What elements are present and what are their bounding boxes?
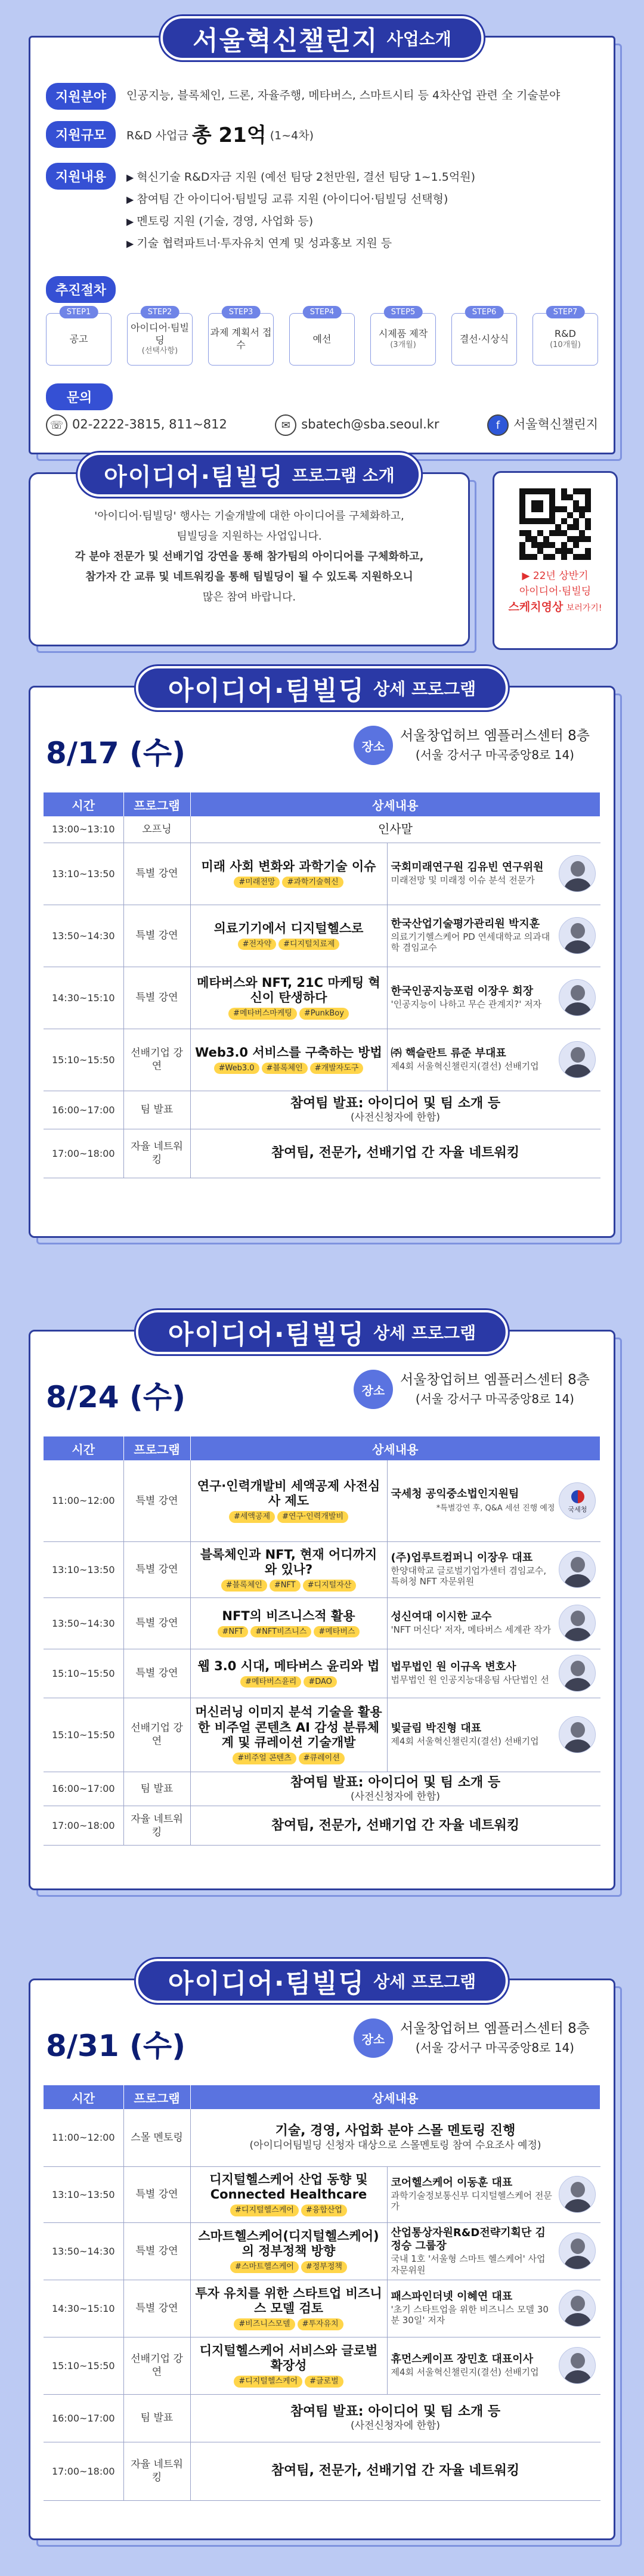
step-sub: (3개월) bbox=[390, 340, 416, 349]
qr-caption: ▶ 22년 상반기 아이디어·팀빌딩 스케치영상 보러가기! bbox=[508, 570, 602, 614]
row-time: 13:50~14:30 bbox=[44, 1597, 123, 1649]
row-program: 오프닝 bbox=[123, 816, 190, 843]
row-time: 11:00~12:00 bbox=[44, 1460, 123, 1541]
row-program: 팀 발표 bbox=[123, 1772, 190, 1806]
support-field-tag: 지원분야 bbox=[46, 83, 116, 110]
schedule-title: 아이디어·팀빌딩 상세 프로그램 bbox=[136, 1959, 508, 2003]
speaker-photo bbox=[559, 1605, 596, 1642]
business-intro-panel bbox=[29, 26, 615, 454]
schedule-day1 bbox=[29, 676, 615, 1238]
hashtag: #블록체인 bbox=[221, 1580, 267, 1592]
row-time: 13:00~13:10 bbox=[44, 816, 123, 843]
row-time: 13:10~13:50 bbox=[44, 843, 123, 905]
topic-tags bbox=[194, 1511, 383, 1523]
row-detail: 인사말 bbox=[190, 816, 600, 843]
hashtag: #투자유치 bbox=[298, 2318, 343, 2330]
speaker-name: 휴먼스케이프 장민호 대표이사 bbox=[391, 2353, 534, 2366]
step-text: R&D bbox=[555, 328, 576, 340]
table-row bbox=[44, 1698, 600, 1772]
lecture-topic: NFT의 비즈니스적 활용 #NFT #NFT비즈니스 #메타버스 bbox=[190, 1597, 387, 1649]
support-scale-row: 지원규모 R&D 사업금 총 21억 (1~4차) bbox=[46, 121, 598, 150]
row-time: 16:00~17:00 bbox=[44, 1772, 123, 1806]
lecture-topic: 웹 3.0 시대, 메타버스 윤리와 법 #메타버스윤리 #DAO bbox=[190, 1649, 387, 1698]
facebook-icon: f bbox=[487, 414, 509, 436]
hashtag: #PunkBoy bbox=[299, 1008, 349, 1020]
hashtag: #디지털헬스케어 bbox=[234, 2376, 302, 2388]
schedule-day2 bbox=[29, 1320, 615, 1890]
step-label: STEP5 bbox=[384, 306, 423, 318]
schedule-day3 bbox=[29, 1968, 615, 2540]
process-step bbox=[451, 306, 517, 366]
row-time: 17:00~18:00 bbox=[44, 1806, 123, 1846]
topic-tags bbox=[194, 1626, 383, 1638]
speaker-info bbox=[387, 1541, 600, 1597]
hashtag: #Web3.0 bbox=[214, 1063, 259, 1075]
row-detail: 참여팀 발표: 아이디어 및 팀 소개 등 (사전신청자에 한함) bbox=[190, 1091, 600, 1129]
process-step bbox=[289, 306, 355, 366]
topic-tags bbox=[194, 2261, 383, 2273]
step-label: STEP4 bbox=[303, 306, 342, 318]
qr-code-icon[interactable] bbox=[519, 488, 591, 560]
row-program: 자율 네트워킹 bbox=[123, 2442, 190, 2500]
hashtag: #세액공제 bbox=[229, 1511, 275, 1523]
table-row bbox=[44, 2337, 600, 2394]
topic-tags bbox=[194, 2318, 383, 2330]
row-program: 특별 강연 bbox=[123, 2222, 190, 2280]
topic-tags bbox=[194, 1063, 383, 1075]
row-program: 선배기업 강연 bbox=[123, 2337, 190, 2394]
topic-tags bbox=[194, 877, 383, 888]
row-detail: 참여팀, 전문가, 선배기업 간 자율 네트워킹 bbox=[190, 1129, 600, 1178]
speaker-info bbox=[387, 843, 600, 905]
step-text: 공고 bbox=[69, 333, 88, 345]
process-row bbox=[46, 276, 598, 303]
row-detail: 참여팀 발표: 아이디어 및 팀 소개 등 (사전신청자에 한함) bbox=[190, 2394, 600, 2442]
speaker-desc: 제4회 서울혁신챌린지(결선) 선배기업 bbox=[391, 2366, 539, 2377]
row-program: 선배기업 강연 bbox=[123, 1698, 190, 1772]
business-intro-title: 서울혁신챌린지 사업소개 bbox=[160, 16, 484, 60]
schedule-title: 아이디어·팀빌딩 상세 프로그램 bbox=[136, 1310, 508, 1354]
qr-card[interactable] bbox=[493, 471, 618, 650]
row-time: 15:10~15:50 bbox=[44, 1698, 123, 1772]
speaker-photo bbox=[559, 917, 596, 954]
row-program: 팀 발표 bbox=[123, 1091, 190, 1129]
row-time: 17:00~18:00 bbox=[44, 2442, 123, 2500]
table-row bbox=[44, 1129, 600, 1178]
support-content-tag: 지원내용 bbox=[46, 163, 116, 190]
row-detail: 참여팀 발표: 아이디어 및 팀 소개 등 (사전신청자에 한함) bbox=[190, 1772, 600, 1806]
support-list bbox=[126, 163, 475, 255]
lecture-topic: 디지털헬스케어 서비스와 글로벌 확장성 #디지털헬스케어 #글로벌 bbox=[190, 2337, 387, 2394]
venue-tag: 장소 bbox=[354, 1370, 393, 1409]
speaker-photo bbox=[559, 1041, 596, 1078]
step-text: 시제품 제작 bbox=[378, 328, 428, 340]
speaker-info bbox=[387, 1029, 600, 1091]
hashtag: #개발자도구 bbox=[310, 1063, 364, 1075]
support-item: ▶ 혁신기술 R&D자금 지원 (예선 팀당 2천만원, 결선 팀당 1~1.5억원) bbox=[126, 166, 475, 188]
row-time: 14:30~15:10 bbox=[44, 967, 123, 1029]
support-item: ▶ 참여팀 간 아이디어·팀빌딩 교류 지원 (아이디어·팀빌딩 선택형) bbox=[126, 188, 475, 210]
col-time: 시간 bbox=[44, 1436, 123, 1460]
hashtag: #비주얼 콘텐츠 bbox=[233, 1753, 296, 1764]
venue-info: 장소 서울창업허브 엠플러스센터 8층 (서울 강서구 마곡중앙8로 14) bbox=[354, 2018, 590, 2058]
hashtag: #정부정책 bbox=[301, 2261, 347, 2273]
table-row bbox=[44, 1597, 600, 1649]
program-intro-panel bbox=[29, 463, 470, 646]
speaker-info bbox=[387, 1649, 600, 1698]
step-sub: (10개월) bbox=[550, 340, 581, 349]
lecture-topic: 연구·인력개발비 세액공제 사전심사 제도 #세액공제 #연구·인력개발비 bbox=[190, 1460, 387, 1541]
venue-info: 장소 서울창업허브 엠플러스센터 8층 (서울 강서구 마곡중앙8로 14) bbox=[354, 1370, 590, 1409]
lecture-topic: 투자 유치를 위한 스타트업 비즈니스 모델 검토 #비즈니스모델 #투자유치 bbox=[190, 2280, 387, 2337]
row-program: 자율 네트워킹 bbox=[123, 1129, 190, 1178]
venue-info: 장소 서울창업허브 엠플러스센터 8층 (서울 강서구 마곡중앙8로 14) bbox=[354, 726, 590, 765]
row-time: 13:50~14:30 bbox=[44, 2222, 123, 2280]
speaker-photo bbox=[559, 1655, 596, 1692]
table-row bbox=[44, 2394, 600, 2442]
lecture-topic: 미래 사회 변화와 과학기술 이슈 #미래전망 #과학기술혁신 bbox=[190, 843, 387, 905]
row-time: 13:10~13:50 bbox=[44, 1541, 123, 1597]
speaker-info bbox=[387, 2337, 600, 2394]
process-step bbox=[127, 306, 193, 366]
step-label: STEP3 bbox=[222, 306, 261, 318]
speaker-name: 코어헬스케어 이동훈 대표 bbox=[391, 2176, 513, 2189]
speaker-desc: '인공지능이 나하고 무슨 관계지?' 저자 bbox=[391, 998, 542, 1010]
row-time: 15:10~15:50 bbox=[44, 2337, 123, 2394]
hashtag: #NFT비즈니스 bbox=[250, 1626, 311, 1638]
table-row bbox=[44, 1029, 600, 1091]
topic-tags bbox=[194, 1008, 383, 1020]
speaker-info bbox=[387, 2166, 600, 2222]
process-step bbox=[370, 306, 436, 366]
row-program: 특별 강연 bbox=[123, 2166, 190, 2222]
speaker-photo bbox=[559, 1551, 596, 1588]
hashtag: #스마트헬스케어 bbox=[230, 2261, 299, 2273]
schedule-date: 8/31 (수) bbox=[46, 2029, 186, 2063]
col-program: 프로그램 bbox=[123, 792, 190, 816]
row-program: 특별 강연 bbox=[123, 967, 190, 1029]
table-row bbox=[44, 1460, 600, 1541]
speaker-name: 국세청 공익중소법인지원팀 bbox=[391, 1488, 519, 1501]
table-row bbox=[44, 2166, 600, 2222]
hashtag: #디지털헬스케어 bbox=[230, 2205, 299, 2216]
hashtag: #융합산업 bbox=[301, 2205, 347, 2216]
program-intro-title: 아이디어·팀빌딩 프로그램 소개 bbox=[78, 453, 421, 497]
contact-tag: 문의 bbox=[46, 383, 113, 410]
row-program: 특별 강연 bbox=[123, 1460, 190, 1541]
row-detail: 기술, 경영, 사업화 분야 스몰 멘토링 진행 (아이디어팀빌딩 신청자 대상으로 스몰멘토링 참여 수요조사 예정) bbox=[190, 2109, 600, 2166]
lecture-topic: Web3.0 서비스를 구축하는 방법 #Web3.0 #블록체인 #개발자도구 bbox=[190, 1029, 387, 1091]
step-text: 아이디어·팀빌딩 bbox=[131, 321, 189, 346]
venue-tag: 장소 bbox=[354, 726, 393, 765]
row-program: 스몰 멘토링 bbox=[123, 2109, 190, 2166]
speaker-photo bbox=[559, 979, 596, 1016]
hashtag: #전자약 bbox=[238, 939, 277, 950]
speaker-desc: 제4회 서울혁신챌린지(결선) 선배기업 bbox=[391, 1735, 539, 1747]
hashtag: #메타버스 bbox=[314, 1626, 360, 1638]
speaker-desc: 법무법인 원 인공지능대응팀 사단법인 선 bbox=[391, 1674, 549, 1685]
row-time: 15:10~15:50 bbox=[44, 1029, 123, 1091]
hashtag: #블록체인 bbox=[262, 1063, 308, 1075]
speaker-desc: 국내 1호 '서울형 스마트 헬스케어' 사업 자문위원 bbox=[391, 2253, 546, 2275]
topic-tags bbox=[194, 2376, 383, 2388]
lecture-topic: 머신러닝 이미지 분석 기술을 활용한 비주얼 콘텐츠 AI 감성 분류체계 및 큐레이션 기술개발 #비주얼 콘텐츠 #큐레이션 bbox=[190, 1698, 387, 1772]
schedule-table bbox=[44, 2085, 600, 2501]
speaker-photo bbox=[559, 855, 596, 892]
speaker-photo bbox=[559, 2233, 596, 2270]
topic-tags bbox=[194, 939, 383, 950]
row-program: 특별 강연 bbox=[123, 2280, 190, 2337]
topic-tags bbox=[194, 2205, 383, 2216]
col-detail: 상세내용 bbox=[190, 2085, 600, 2109]
topic-tags bbox=[194, 1676, 383, 1688]
speaker-name: 패스파인더넷 이혜연 대표 bbox=[391, 2290, 513, 2303]
lecture-topic: 메타버스와 NFT, 21C 마케팅 혁신이 탄생하다 #메타버스마케팅 #PunkBoy bbox=[190, 967, 387, 1029]
row-program: 특별 강연 bbox=[123, 1649, 190, 1698]
speaker-desc: 의료기기헬스케어 PD 연세대학교 의과대학 겸임교수 bbox=[391, 931, 550, 953]
speaker-name: 한국인공지능포럼 이장우 회장 bbox=[391, 985, 534, 998]
table-row bbox=[44, 2222, 600, 2280]
process-step bbox=[532, 306, 598, 366]
speaker-info bbox=[387, 1698, 600, 1772]
row-time: 16:00~17:00 bbox=[44, 1091, 123, 1129]
col-detail: 상세내용 bbox=[190, 1436, 600, 1460]
support-scale-tag: 지원규모 bbox=[46, 121, 116, 148]
row-detail: 참여팀, 전문가, 선배기업 간 자율 네트워킹 bbox=[190, 2442, 600, 2500]
program-intro-text: '아이디어·팀빌딩' 행사는 기술개발에 대한 아이디어를 구체화하고, 팀빌딩을 지원하는 사업입니다. 각 분야 전문가 및 선배기업 강연을 통해 참가팀의 아이디어를 구체화하고, 참가자 간 교류 및 네트워킹을 통해 팀빌딩이 될 수 있도록 지원하오니 많은 참여 바랍니다. bbox=[75, 510, 424, 603]
total-budget: 총 21억 bbox=[191, 123, 267, 147]
support-content-row bbox=[46, 163, 598, 255]
hashtag: #글로벌 bbox=[305, 2376, 343, 2388]
hashtag: #과학기술혁신 bbox=[282, 877, 343, 888]
step-sub: (선택사항) bbox=[141, 346, 178, 356]
speaker-name: (주)업루트컴퍼니 이장우 대표 bbox=[391, 1552, 533, 1564]
speaker-photo bbox=[559, 2176, 596, 2213]
email-address[interactable]: sbatech@sba.seoul.kr bbox=[301, 417, 439, 432]
speaker-info bbox=[387, 905, 600, 967]
hashtag: #큐레이션 bbox=[299, 1753, 345, 1764]
speaker-name: 빛글림 박진형 대표 bbox=[391, 1722, 482, 1735]
speaker-desc: 과학기술정보통신부 디지털헬스케어 전문가 bbox=[391, 2190, 552, 2212]
support-item: ▶ 멘토링 지원 (기술, 경영, 사업화 등) bbox=[126, 210, 475, 233]
schedule-date: 8/24 (수) bbox=[46, 1380, 186, 1414]
speaker-desc: '초기 스타트업을 위한 비즈니스 모델 30분 30일' 저자 bbox=[391, 2303, 549, 2326]
lecture-topic: 블록체인과 NFT, 현재 어디까지 와 있나? #블록체인 #NFT #디지털자산 bbox=[190, 1541, 387, 1597]
table-row bbox=[44, 905, 600, 967]
hashtag: #메타버스윤리 bbox=[240, 1676, 301, 1688]
topic-tags bbox=[194, 1753, 383, 1764]
schedule-date: 8/17 (수) bbox=[46, 736, 186, 770]
topic-tags bbox=[194, 1580, 383, 1592]
table-row bbox=[44, 1091, 600, 1129]
step-text: 과제 계획서 접수 bbox=[210, 327, 272, 351]
hashtag: #NFT bbox=[218, 1626, 249, 1638]
support-field-row bbox=[46, 83, 598, 110]
step-text: 결선·시상식 bbox=[459, 333, 509, 345]
speaker-photo bbox=[559, 2290, 596, 2327]
row-time: 13:10~13:50 bbox=[44, 2166, 123, 2222]
step-label: STEP6 bbox=[465, 306, 504, 318]
lecture-topic: 디지털헬스케어 산업 동향 및 Connected Healthcare #디지털헬스케어 #융합산업 bbox=[190, 2166, 387, 2222]
table-row bbox=[44, 1541, 600, 1597]
support-item: ▶ 기술 협력파트너·투자유치 연계 및 성과홍보 지원 등 bbox=[126, 233, 475, 255]
table-row bbox=[44, 2442, 600, 2500]
step-label: STEP2 bbox=[141, 306, 179, 318]
schedule-title: 아이디어·팀빌딩 상세 프로그램 bbox=[136, 666, 508, 710]
row-program: 특별 강연 bbox=[123, 1597, 190, 1649]
lecture-note: *특별강연 후, Q&A 세션 진행 예정 bbox=[436, 1503, 555, 1513]
step-text: 예선 bbox=[312, 333, 332, 345]
col-program: 프로그램 bbox=[123, 1436, 190, 1460]
row-time: 13:50~14:30 bbox=[44, 905, 123, 967]
process-step bbox=[208, 306, 274, 366]
schedule-table bbox=[44, 792, 600, 1178]
hashtag: #디지털자산 bbox=[303, 1580, 357, 1592]
speaker-name: 한국산업기술평가관리원 박지훈 bbox=[391, 918, 540, 930]
nts-logo-icon bbox=[559, 1482, 596, 1519]
speaker-desc: 미래전망 및 미래정 이슈 분석 전문가 bbox=[391, 874, 535, 886]
speaker-info bbox=[387, 967, 600, 1029]
row-time: 17:00~18:00 bbox=[44, 1129, 123, 1178]
row-time: 11:00~12:00 bbox=[44, 2109, 123, 2166]
speaker-desc: 'NFT 머신다' 저자, 메타버스 세계관 작가 bbox=[391, 1624, 551, 1635]
row-time: 15:10~15:50 bbox=[44, 1649, 123, 1698]
phone-icon: ☏ bbox=[46, 414, 67, 436]
row-program: 선배기업 강연 bbox=[123, 1029, 190, 1091]
speaker-info bbox=[387, 1597, 600, 1649]
speaker-name: 국회미래연구원 김유빈 연구위원 bbox=[391, 861, 544, 874]
hashtag: #DAO bbox=[304, 1676, 337, 1688]
speaker-info bbox=[387, 2222, 600, 2280]
step-label: STEP7 bbox=[546, 306, 585, 318]
hashtag: #메타버스마케팅 bbox=[228, 1008, 297, 1020]
hashtag: #연구·인력개발비 bbox=[277, 1511, 348, 1523]
row-time: 14:30~15:10 bbox=[44, 2280, 123, 2337]
row-program: 특별 강연 bbox=[123, 1541, 190, 1597]
lecture-topic: 의료기기에서 디지털헬스로 #전자약 #디지털치료제 bbox=[190, 905, 387, 967]
table-row bbox=[44, 843, 600, 905]
venue-tag: 장소 bbox=[354, 2018, 393, 2058]
table-row bbox=[44, 967, 600, 1029]
speaker-desc: 제4회 서울혁신챌린지(결선) 선배기업 bbox=[391, 1060, 539, 1072]
table-row bbox=[44, 816, 600, 843]
process-steps bbox=[46, 306, 598, 371]
hashtag: #NFT bbox=[270, 1580, 301, 1592]
hashtag: #미래전망 bbox=[234, 877, 280, 888]
row-program: 특별 강연 bbox=[123, 905, 190, 967]
speaker-name: 성신여대 이시한 교수 bbox=[391, 1611, 492, 1624]
process-step bbox=[46, 306, 112, 366]
schedule-table bbox=[44, 1436, 600, 1846]
speaker-name: 법무법인 원 이규옥 변호사 bbox=[391, 1661, 516, 1674]
lecture-topic: 스마트헬스케어(디지털헬스케어)의 정부정책 방향 #스마트헬스케어 #정부정책 bbox=[190, 2222, 387, 2280]
table-row bbox=[44, 2109, 600, 2166]
process-tag: 추진절차 bbox=[46, 276, 116, 303]
table-row bbox=[44, 1649, 600, 1698]
speaker-desc: 한양대학교 글로벌기업가센터 겸임교수, 특허청 NFT 자문위원 bbox=[391, 1565, 547, 1587]
row-detail: 참여팀, 전문가, 선배기업 간 자율 네트워킹 bbox=[190, 1806, 600, 1846]
row-time: 16:00~17:00 bbox=[44, 2394, 123, 2442]
speaker-name: ㈜ 핵슬란트 류준 부대표 bbox=[391, 1047, 506, 1060]
speaker-info bbox=[387, 1460, 600, 1541]
facebook-link[interactable]: 서울혁신챌린지 bbox=[513, 417, 598, 432]
row-program: 특별 강연 bbox=[123, 843, 190, 905]
hashtag: #비즈니스모델 bbox=[234, 2318, 295, 2330]
col-detail: 상세내용 bbox=[190, 792, 600, 816]
contact-row bbox=[46, 383, 598, 410]
col-time: 시간 bbox=[44, 792, 123, 816]
step-label: STEP1 bbox=[60, 306, 98, 318]
speaker-photo bbox=[559, 1716, 596, 1753]
speaker-photo bbox=[559, 2347, 596, 2384]
table-row bbox=[44, 1772, 600, 1806]
speaker-name: 산업통상자원R&D전략기획단 김정승 그룹장 bbox=[391, 2226, 546, 2253]
row-program: 팀 발표 bbox=[123, 2394, 190, 2442]
table-row bbox=[44, 1806, 600, 1846]
email-icon: ✉ bbox=[275, 414, 296, 436]
col-program: 프로그램 bbox=[123, 2085, 190, 2109]
hashtag: #디지털치료제 bbox=[278, 939, 339, 950]
support-field-text: 인공지능, 블록체인, 드론, 자율주행, 메타버스, 스마트시티 등 4차산업 관련 全 기술분야 bbox=[126, 89, 561, 102]
table-row bbox=[44, 2280, 600, 2337]
speaker-info bbox=[387, 2280, 600, 2337]
contact-info bbox=[46, 414, 598, 436]
row-program: 자율 네트워킹 bbox=[123, 1806, 190, 1846]
phone-number[interactable]: 02-2222-3815, 811~812 bbox=[72, 417, 227, 432]
col-time: 시간 bbox=[44, 2085, 123, 2109]
